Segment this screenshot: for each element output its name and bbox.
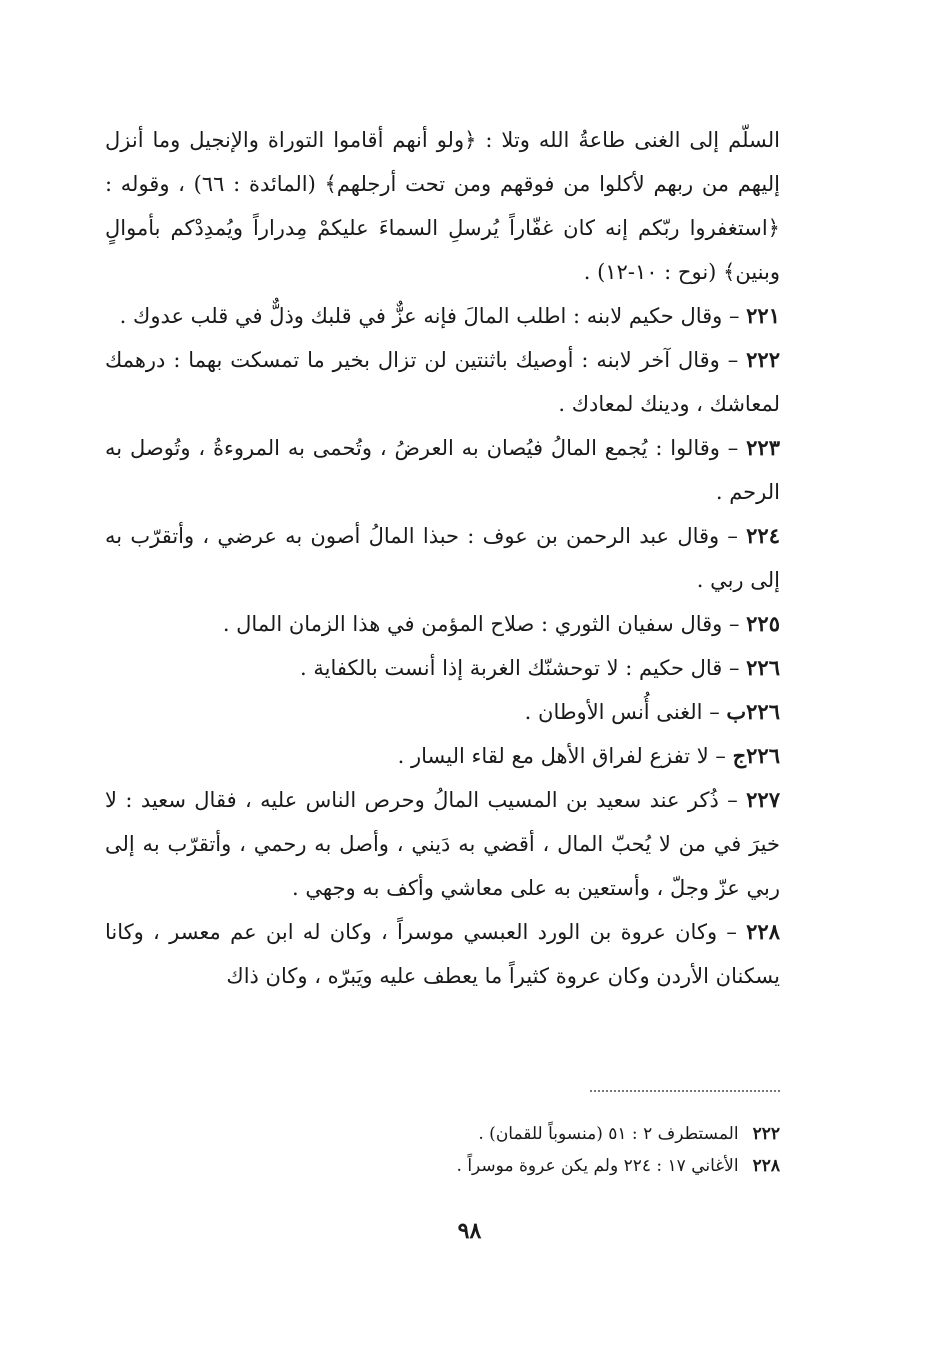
paragraph-text: وقالوا : يُجمع المالُ فيُصان به العرضُ ، وتُحمى به المروءةُ ، وتُوصل به الرحم . — [105, 436, 780, 504]
paragraph-text: لا تفزع لفراق الأهل مع لقاء اليسار . — [397, 744, 709, 768]
footnote-number: ٢٢٢ — [752, 1124, 780, 1144]
footnote — [105, 1118, 780, 1150]
dash: – — [719, 436, 747, 460]
dash: – — [717, 920, 747, 944]
entry-number: ٢٢٤ — [746, 523, 780, 548]
main-text — [105, 118, 780, 998]
paragraph-225 — [105, 602, 780, 646]
entry-number: ٢٢٥ — [746, 611, 780, 636]
paragraph-text: وقال سفيان الثوري : صلاح المؤمن في هذا الزمان المال . — [222, 612, 723, 636]
dash: – — [722, 612, 747, 636]
entry-number: ٢٢٦ج — [732, 743, 780, 768]
dash: – — [722, 304, 747, 328]
dash: – — [708, 744, 733, 768]
dash: – — [722, 656, 747, 680]
paragraph-226 — [105, 646, 780, 690]
paragraph-text: وقال آخر لابنه : أوصيك باثنتين لن تزال بخير ما تمسكت بهما : درهمك لمعاشك ، ودينك لمعادك . — [105, 348, 780, 416]
paragraph-223 — [105, 426, 780, 514]
footnote — [105, 1150, 780, 1182]
paragraph-text: وقال حكيم لابنه : اطلب المالَ فإنه عزٌّ في قلبك وذلٌّ في قلب عدوك . — [119, 304, 723, 328]
paragraph-222 — [105, 338, 780, 426]
footnote-text: المستطرف ٢ : ٥١ (منسوباً للقمان) . — [478, 1124, 739, 1144]
dash: – — [702, 700, 727, 724]
footnotes — [105, 1118, 780, 1182]
paragraph-text: وكان عروة بن الورد العبسي موسراً ، وكان له ابن عم معسر ، وكانا يسكنان الأردن وكان عروة كثيراً ما يعطف عليه ويَبرّه ، وكان ذاك — [105, 920, 780, 988]
paragraph-text: ذُكر عند سعيد بن المسيب المالُ وحرص الناس عليه ، فقال سعيد : لا خيرَ في من لا يُحبّ المال ، أقضي به دَيني ، وأصل به رحمي ، وأتقرّب به إلى ربي عزّ وجلّ ، وأستعين به على معاشي وأكف به وجهي . — [105, 788, 780, 900]
paragraph-text: الغنى أُنس الأوطان . — [524, 700, 703, 724]
footnote-number: ٢٢٨ — [752, 1156, 780, 1176]
entry-number: ٢٢٢ — [746, 347, 780, 372]
paragraph-228 — [105, 910, 780, 998]
paragraph-text: وقال عبد الرحمن بن عوف : حبذا المالُ أصون به عرضي ، وأتقرّب به إلى ربي . — [105, 524, 780, 592]
footnote-text: الأغاني ١٧ : ٢٢٤ ولم يكن عروة موسراً . — [456, 1156, 739, 1176]
paragraph-227 — [105, 778, 780, 910]
entry-number: ٢٢٨ — [746, 919, 780, 944]
entry-number: ٢٢٧ — [746, 787, 780, 812]
entry-number: ٢٢٦ — [746, 655, 780, 680]
paragraph-226b — [105, 690, 780, 734]
dash: – — [719, 348, 747, 372]
paragraph-221 — [105, 294, 780, 338]
page-number: ٩٨ — [457, 1218, 482, 1244]
paragraph-text: السلّم إلى الغنى طاعةُ الله وتلا : ﴿ولو أنهم أقاموا التوراة والإنجيل وما أنزل إليهم من ربهم لأكلوا من فوقهم ومن تحت أرجلهم﴾ (المائدة : ٦٦) ، وقوله : ﴿استغفروا ربّكم إنه كان غفّاراً يُرسلِ السماءَ عليكمْ مِدراراً ويُمدِدْكم بأموالٍ وبنين﴾ (نوح : ١٠-١٢) . — [105, 128, 780, 284]
paragraph-intro — [105, 118, 780, 294]
paragraph-text: قال حكيم : لا توحشنّك الغربة إذا أنست بالكفاية . — [299, 656, 723, 680]
entry-number: ٢٢٣ — [746, 435, 780, 460]
paragraph-224 — [105, 514, 780, 602]
footnote-separator — [590, 1090, 780, 1092]
paragraph-226c — [105, 734, 780, 778]
entry-number: ٢٢١ — [746, 303, 780, 328]
dash: – — [718, 788, 747, 812]
entry-number: ٢٢٦ب — [726, 699, 780, 724]
dash: – — [719, 524, 747, 548]
